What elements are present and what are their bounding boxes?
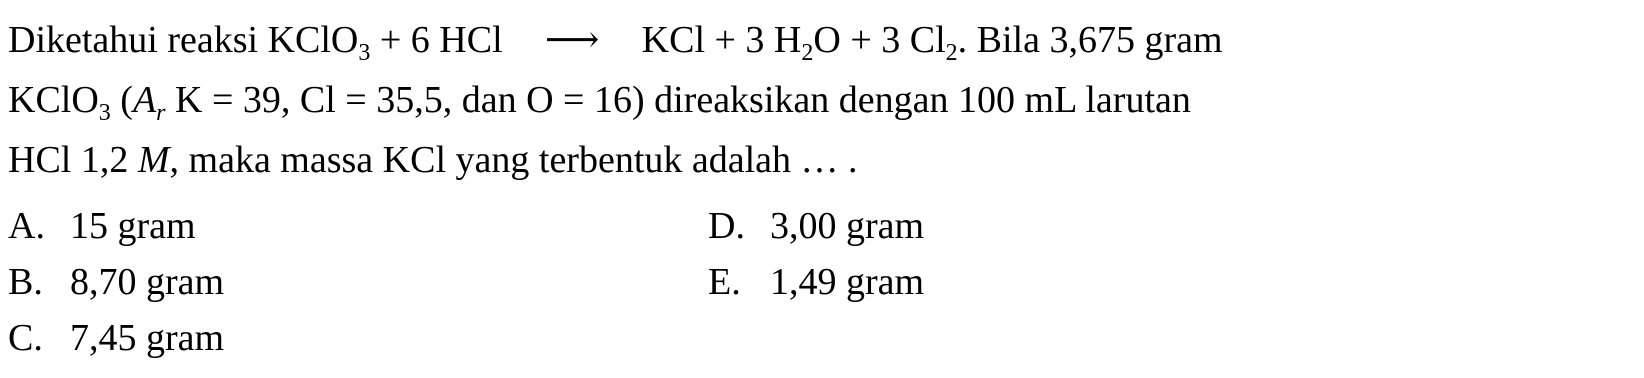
kclo3-subscript: 3 [358,40,371,66]
product-kcl-water: KCl + 3 H [632,19,802,61]
option-text: 7,45 gram [70,317,225,359]
question-prompt: , maka massa KCl yang terbentuk adalah … . [169,139,858,181]
kclo3-formula: KClO [8,79,99,121]
given-mass: . Bila 3,675 gram [957,19,1223,61]
option-d[interactable] [708,196,924,256]
option-a[interactable] [8,196,196,256]
reaction-intro: Diketahui reaksi KClO [8,19,359,61]
question-stem [8,10,1636,190]
option-text: 15 gram [70,205,196,247]
hcl-concentration: HCl 1,2 [8,139,138,181]
question-line-1 [8,10,1636,70]
atomic-mass-values: K = 39, Cl = 35,5, dan O = 16) direaksikan dengan 100 mL larutan [165,79,1191,121]
option-b[interactable] [8,252,224,312]
option-text: 8,70 gram [70,261,225,303]
option-letter: C. [8,317,43,359]
ar-symbol: A [132,79,157,121]
option-text: 3,00 gram [770,205,925,247]
question-line-2 [8,70,1636,130]
cl2-subscript: 2 [945,40,958,66]
paren-open: ( [110,79,133,121]
option-letter: D. [708,205,745,247]
reactant-hcl: + 6 HCl [370,19,513,61]
question-line-3 [8,130,1636,190]
option-c[interactable] [8,308,224,368]
option-letter: B. [8,261,43,303]
kclo3-subscript-2: 3 [98,100,111,126]
product-chlorine: O + 3 Cl [813,19,946,61]
option-letter: A. [8,205,45,247]
option-e[interactable] [708,252,924,312]
ar-subscript: r [156,100,166,126]
reaction-arrow: ⟶ [544,19,600,61]
option-letter: E. [708,261,741,303]
molar-unit: M [137,139,170,181]
h2-subscript: 2 [801,40,814,66]
option-text: 1,49 gram [770,261,925,303]
